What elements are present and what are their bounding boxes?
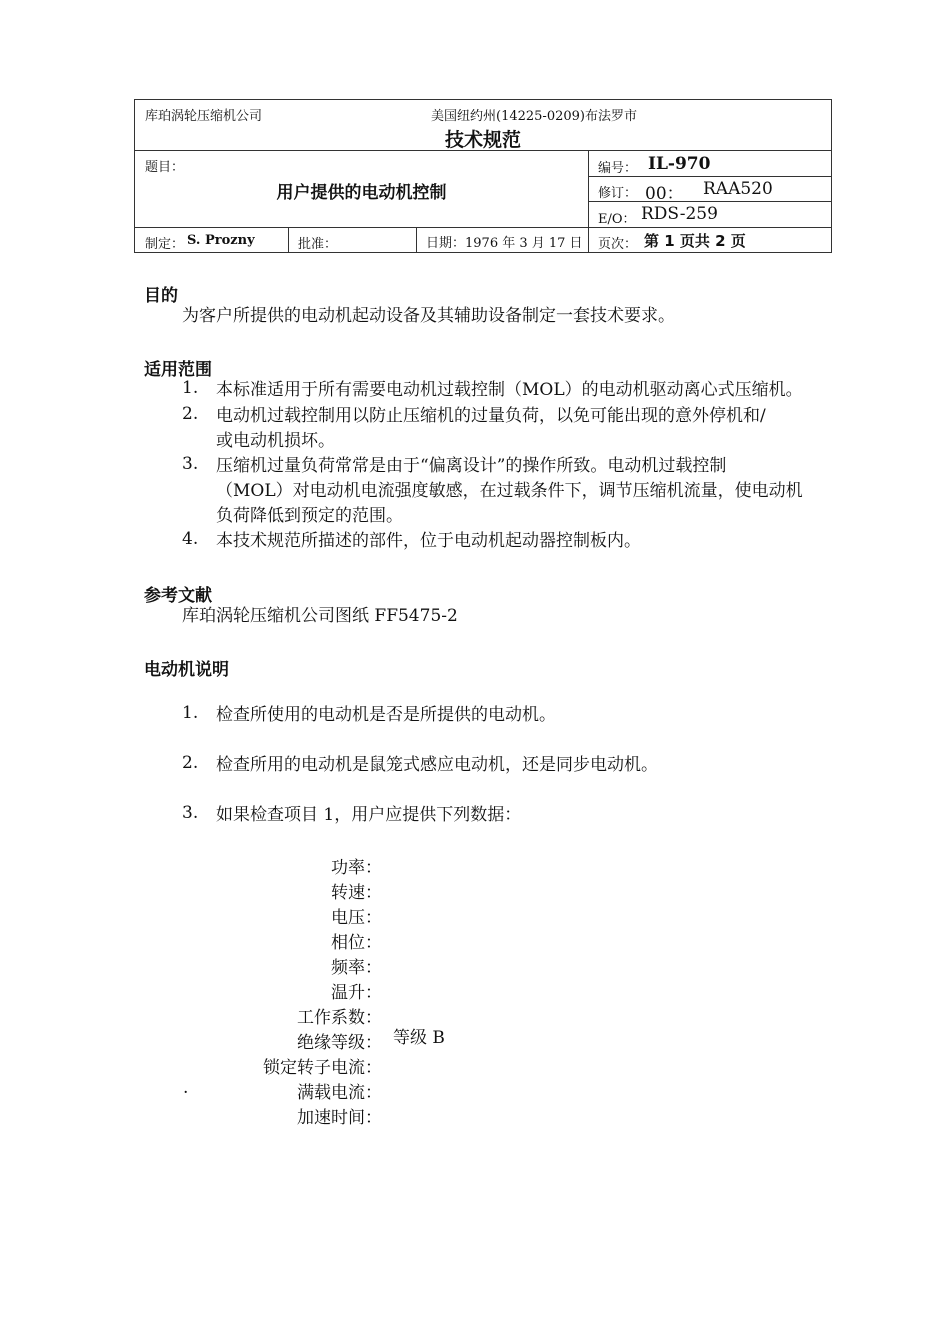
motor-item-3: 如果检查项目 1，用户应提供下列数据： xyxy=(216,805,522,825)
eo-value: RDS-259 xyxy=(641,204,718,224)
field-label: 电压： xyxy=(331,908,382,928)
motor-heading: 电动机说明 xyxy=(144,660,229,680)
eo-label: E/O： xyxy=(598,212,636,227)
purpose-text: 为客户所提供的电动机起动设备及其辅助设备制定一套技术要求。 xyxy=(182,306,675,326)
revision-code: RAA520 xyxy=(703,179,773,199)
list-number: 1. xyxy=(182,703,199,723)
field-value: 等级 B xyxy=(393,1028,445,1048)
list-number: 1. xyxy=(182,378,199,398)
company-name: 库珀涡轮压缩机公司 xyxy=(145,109,263,124)
divider xyxy=(288,227,289,252)
prepared-label: 制定： xyxy=(145,237,185,252)
field-label: 相位： xyxy=(331,933,382,953)
field-label: 工作系数： xyxy=(297,1008,382,1028)
scope-item-2-line-1: 电动机过载控制用以防止压缩机的过量负荷，以免可能出现的意外停机和/ xyxy=(216,406,766,426)
list-number: 3. xyxy=(182,454,199,474)
field-label: 温升： xyxy=(331,983,382,1003)
scope-heading: 适用范围 xyxy=(144,360,212,380)
header-table xyxy=(134,99,832,253)
scope-item-1: 本标准适用于所有需要电动机过载控制（MOL）的电动机驱动离心式压缩机。 xyxy=(216,380,803,400)
motor-item-1: 检查所使用的电动机是否是所提供的电动机。 xyxy=(216,705,556,725)
subject-title: 用户提供的电动机控制 xyxy=(276,183,447,203)
divider xyxy=(588,201,831,202)
page-number: 第 1 页共 2 页 xyxy=(644,232,746,250)
stray-mark: . xyxy=(183,1078,189,1098)
number-label: 编号： xyxy=(598,161,638,176)
revision-value: 00： xyxy=(645,184,684,204)
scope-item-4: 本技术规范所描述的部件，位于电动机起动器控制板内。 xyxy=(216,531,641,551)
subject-label: 题目： xyxy=(145,160,185,175)
field-label: 锁定转子电流： xyxy=(263,1058,382,1078)
prepared-by: S. Prozny xyxy=(187,233,255,248)
divider xyxy=(588,176,831,177)
field-label: 转速： xyxy=(331,883,382,903)
revision-label: 修订： xyxy=(598,186,638,201)
field-label: 功率： xyxy=(331,858,382,878)
divider xyxy=(416,227,417,252)
field-label: 满载电流： xyxy=(297,1083,382,1103)
list-number: 2. xyxy=(182,753,199,773)
list-number: 2. xyxy=(182,404,199,424)
divider xyxy=(588,150,589,252)
date-field: 日期：1976 年 3 月 17 日 xyxy=(426,236,583,251)
field-label: 绝缘等级： xyxy=(297,1033,382,1053)
doc-number: IL-970 xyxy=(648,154,711,174)
field-label: 频率： xyxy=(331,958,382,978)
scope-item-3-line-1: 压缩机过量负荷常常是由于“偏离设计”的操作所致。电动机过载控制 xyxy=(216,456,727,476)
list-number: 4. xyxy=(182,529,199,549)
doc-type-title: 技术规范 xyxy=(444,129,521,151)
page-label: 页次： xyxy=(598,237,638,252)
scope-item-3-line-2: （MOL）对电动机电流强度敏感，在过载条件下，调节压缩机流量，使电动机 xyxy=(216,481,803,501)
references-text: 库珀涡轮压缩机公司图纸 FF5475-2 xyxy=(182,606,458,626)
divider xyxy=(135,227,831,228)
motor-item-2: 检查所用的电动机是鼠笼式感应电动机，还是同步电动机。 xyxy=(216,755,658,775)
scope-item-2-line-2: 或电动机损坏。 xyxy=(216,431,335,451)
company-address: 美国纽约州(14225-0209)布法罗市 xyxy=(431,109,637,124)
field-label: 加速时间： xyxy=(297,1108,382,1128)
scope-item-3-line-3: 负荷降低到预定的范围。 xyxy=(216,506,403,526)
references-heading: 参考文献 xyxy=(144,586,212,606)
approved-label: 批准： xyxy=(298,237,338,252)
list-number: 3. xyxy=(182,803,199,823)
purpose-heading: 目的 xyxy=(144,286,178,306)
